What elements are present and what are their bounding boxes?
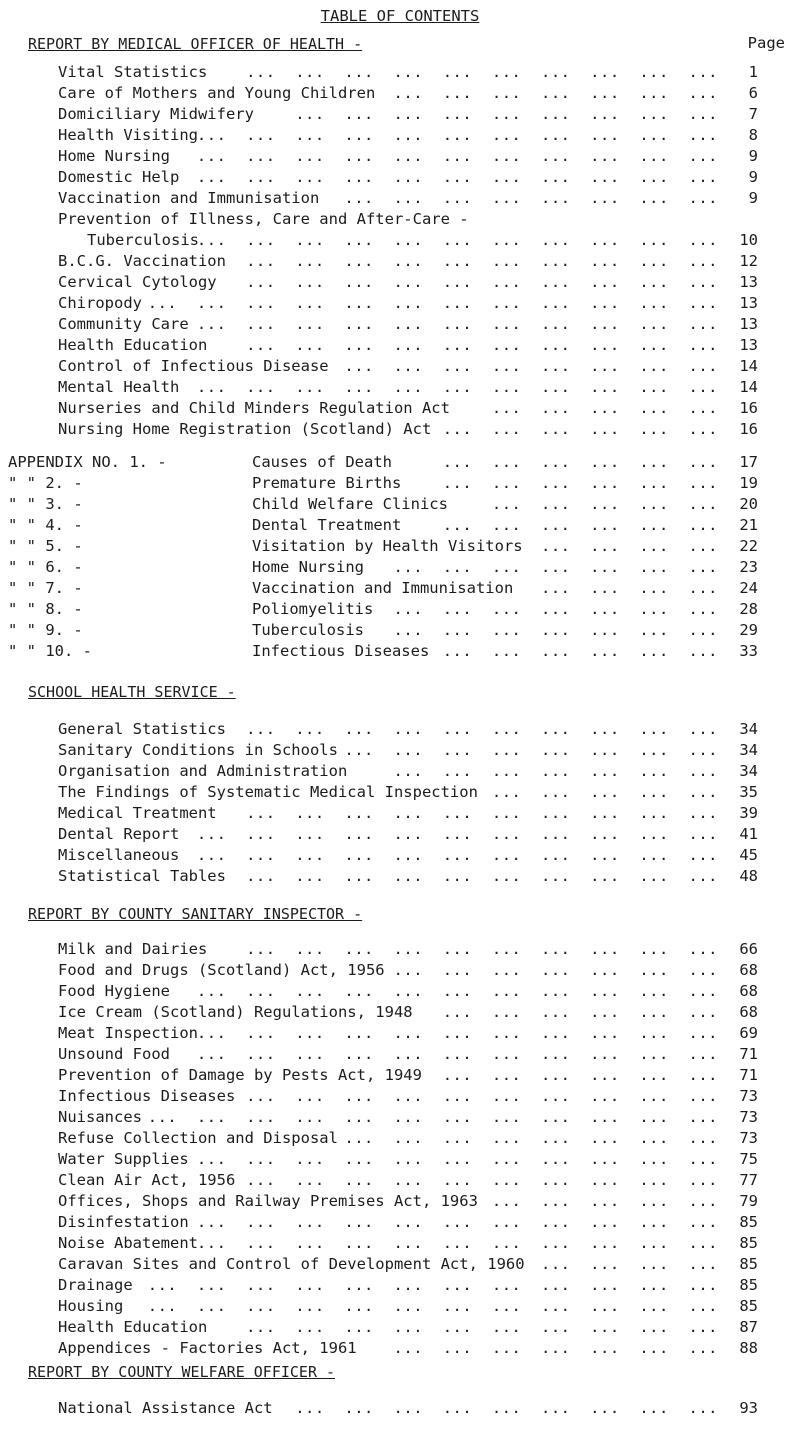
toc-entry-label: Domiciliary Midwifery — [58, 105, 254, 123]
leader-dots: ... ... ... ... ... ... ... ... ... ... ... — [196, 1150, 718, 1168]
toc-entry-label: Community Care — [58, 315, 189, 333]
leader-dots: ... ... ... ... ... ... ... ... ... ... ... ... — [147, 294, 718, 312]
toc-page-number: 17 — [739, 453, 758, 471]
toc-entry-label: Milk and Dairies — [58, 940, 208, 958]
toc-entry — [0, 578, 800, 599]
toc-entry — [0, 125, 800, 146]
section-heading-welfare: REPORT BY COUNTY WELFARE OFFICER - — [28, 1363, 336, 1381]
leader-dots: ... ... ... ... ... ... ... ... ... ... — [246, 63, 718, 81]
toc-page-number: 29 — [739, 621, 758, 639]
toc-page-number: 13 — [739, 294, 758, 312]
leader-dots: ... ... ... ... ... ... ... ... ... ... ... — [196, 1213, 718, 1231]
toc-entry-label: Nuisances — [58, 1108, 142, 1126]
welfare-list — [0, 1398, 800, 1419]
toc-entry-label: Health Education — [58, 336, 208, 354]
toc-entry — [0, 641, 800, 662]
leader-dots: ... ... ... ... ... ... ... ... ... ... ... ... — [147, 1276, 718, 1294]
toc-entry — [0, 557, 800, 578]
toc-page-number: 35 — [739, 783, 758, 801]
toc-page-number: 12 — [739, 252, 758, 270]
toc-entry-label: Infectious Diseases — [58, 1087, 236, 1105]
page-column-label: Page — [747, 34, 785, 52]
toc-page-number: 33 — [739, 642, 758, 660]
toc-entry-label: Control of Infectious Disease — [58, 357, 329, 375]
appendix-number: " " 6. - — [8, 558, 83, 576]
toc-entry — [0, 230, 800, 251]
leader-dots: ... ... ... ... ... ... ... ... ... ... ... — [196, 1045, 718, 1063]
toc-page-number: 73 — [739, 1087, 758, 1105]
toc-entry — [0, 167, 800, 188]
toc-entry-label: Unsound Food — [58, 1045, 170, 1063]
toc-entry-label: Vital Statistics — [58, 63, 208, 81]
toc-entry — [0, 251, 800, 272]
leader-dots: ... ... ... ... ... ... ... — [393, 762, 718, 780]
section-heading-sanitary: REPORT BY COUNTY SANITARY INSPECTOR - — [28, 905, 363, 923]
leader-dots: ... ... ... ... ... ... ... ... ... ... — [246, 940, 718, 958]
toc-page-number: 71 — [739, 1045, 758, 1063]
appendix-list — [0, 452, 800, 662]
toc-entry — [0, 1212, 800, 1233]
leader-dots: ... ... ... ... ... ... — [442, 642, 718, 660]
appendix-number: APPENDIX NO. 1. - — [8, 453, 167, 471]
toc-entry-label: Medical Treatment — [58, 804, 217, 822]
leader-dots: ... ... ... ... — [541, 537, 718, 555]
leader-dots: ... ... ... ... ... ... ... ... ... ... ... — [196, 846, 718, 864]
toc-page-number: 66 — [739, 940, 758, 958]
toc-entry — [0, 1233, 800, 1254]
toc-entry-label: Miscellaneous — [58, 846, 180, 864]
leader-dots: ... ... ... ... ... ... ... ... ... ... ... — [196, 378, 718, 396]
leader-dots: ... ... ... ... ... ... ... — [393, 558, 718, 576]
toc-page-number: 13 — [739, 315, 758, 333]
toc-entry — [0, 1398, 800, 1419]
appendix-number: " " 4. - — [8, 516, 83, 534]
toc-page-number: 9 — [748, 147, 758, 165]
leader-dots: ... ... ... ... — [541, 1255, 718, 1273]
toc-entry — [0, 939, 800, 960]
toc-page-number: 24 — [739, 579, 758, 597]
appendix-number: " " 9. - — [8, 621, 83, 639]
toc-entry-label: Causes of Death — [252, 453, 392, 471]
toc-entry-label: Home Nursing — [252, 558, 364, 576]
toc-entry — [0, 782, 800, 803]
toc-entry — [0, 356, 800, 377]
appendix-number: " " 5. - — [8, 537, 83, 555]
leader-dots: ... ... ... ... ... ... ... ... ... ... ... — [196, 231, 718, 249]
toc-entry-label: Chiropody — [58, 294, 142, 312]
toc-entry — [0, 803, 800, 824]
toc-page-number: 34 — [739, 720, 758, 738]
toc-entry-label: Cervical Cytology — [58, 273, 217, 291]
toc-page-number: 34 — [739, 762, 758, 780]
toc-entry-label: Statistical Tables — [58, 867, 226, 885]
toc-entry-label: Visitation by Health Visitors — [252, 537, 523, 555]
toc-page-number: 6 — [748, 84, 758, 102]
toc-entry-label: Home Nursing — [58, 147, 170, 165]
toc-entry-label: Dental Report — [58, 825, 180, 843]
toc-entry — [0, 719, 800, 740]
toc-page-number: 10 — [739, 231, 758, 249]
toc-page-number: 13 — [739, 336, 758, 354]
leader-dots: ... ... ... ... ... ... ... ... — [344, 357, 718, 375]
toc-entry — [0, 398, 800, 419]
toc-page-number: 13 — [739, 273, 758, 291]
toc-entry-label: Infectious Diseases — [252, 642, 430, 660]
toc-entry-label: Mental Health — [58, 378, 180, 396]
toc-page-number: 22 — [739, 537, 758, 555]
toc-entry-label: Child Welfare Clinics — [252, 495, 448, 513]
toc-entry-label: Refuse Collection and Disposal — [58, 1129, 338, 1147]
sanitary-list — [0, 939, 800, 1359]
leader-dots: ... ... ... ... ... ... ... ... ... — [295, 105, 718, 123]
leader-dots: ... ... ... ... ... ... — [442, 474, 718, 492]
toc-entry — [0, 960, 800, 981]
toc-page-number: 71 — [739, 1066, 758, 1084]
toc-entry — [0, 452, 800, 473]
toc-page-number: 28 — [739, 600, 758, 618]
toc-entry-label: Food and Drugs (Scotland) Act, 1956 — [58, 961, 385, 979]
leader-dots: ... ... ... ... ... ... ... — [393, 1339, 718, 1357]
toc-page-number: 39 — [739, 804, 758, 822]
toc-entry — [0, 1023, 800, 1044]
toc-page-number: 41 — [739, 825, 758, 843]
toc-entry-label: The Findings of Systematic Medical Inspection — [58, 783, 478, 801]
toc-entry-label: Caravan Sites and Control of Development Act, 1960 — [58, 1255, 525, 1273]
toc-entry — [0, 146, 800, 167]
toc-entry-label: Food Hygiene — [58, 982, 170, 1000]
toc-entry-label: Premature Births — [252, 474, 402, 492]
toc-page-number: 23 — [739, 558, 758, 576]
toc-page-number: 68 — [739, 982, 758, 1000]
appendix-number: " " 3. - — [8, 495, 83, 513]
toc-entry — [0, 293, 800, 314]
section-heading-school: SCHOOL HEALTH SERVICE - — [28, 683, 236, 701]
toc-page-number: 85 — [739, 1255, 758, 1273]
toc-entry-label: Dental Treatment — [252, 516, 402, 534]
leader-dots: ... ... ... ... ... ... — [442, 453, 718, 471]
toc-entry-label: Noise Abatement — [58, 1234, 198, 1252]
leader-dots: ... ... ... ... ... — [491, 495, 718, 513]
toc-entry — [0, 1191, 800, 1212]
leader-dots: ... ... ... ... ... ... ... ... ... ... ... — [196, 1234, 718, 1252]
toc-entry-label: Appendices - Factories Act, 1961 — [58, 1339, 357, 1357]
toc-entry-label: B.C.G. Vaccination — [58, 252, 226, 270]
toc-entry — [0, 335, 800, 356]
toc-entry-label: Clean Air Act, 1956 — [58, 1171, 236, 1189]
leader-dots: ... ... ... ... ... ... ... ... ... ... ... — [196, 147, 718, 165]
toc-entry-label: Sanitary Conditions in Schools — [58, 741, 338, 759]
toc-page-number: 73 — [739, 1108, 758, 1126]
toc-entry — [0, 1044, 800, 1065]
leader-dots: ... ... ... ... — [541, 579, 718, 597]
toc-entry — [0, 845, 800, 866]
toc-page-number: 16 — [739, 420, 758, 438]
toc-page-number: 79 — [739, 1192, 758, 1210]
toc-entry — [0, 62, 800, 83]
leader-dots: ... ... ... ... ... ... ... ... ... ... ... — [196, 825, 718, 843]
toc-entry-label: Offices, Shops and Railway Premises Act, 1963 — [58, 1192, 478, 1210]
toc-entry-label: Poliomyelitis — [252, 600, 374, 618]
toc-page-number: 93 — [739, 1399, 758, 1417]
toc-entry — [0, 419, 800, 440]
leader-dots: ... ... ... ... ... ... ... ... ... ... — [246, 804, 718, 822]
toc-page-number: 7 — [748, 105, 758, 123]
section-heading-medical: REPORT BY MEDICAL OFFICER OF HEALTH - — [28, 35, 363, 53]
school-list — [0, 719, 800, 887]
leader-dots: ... ... ... ... ... ... ... — [393, 84, 718, 102]
toc-entry — [0, 104, 800, 125]
toc-entry-label: Health Education — [58, 1318, 208, 1336]
toc-entry — [0, 981, 800, 1002]
toc-entry — [0, 1107, 800, 1128]
toc-entry — [0, 866, 800, 887]
leader-dots: ... ... ... ... ... ... ... ... ... ... ... — [196, 982, 718, 1000]
appendix-number: " " 8. - — [8, 600, 83, 618]
toc-entry — [0, 1254, 800, 1275]
leader-dots: ... ... ... ... ... ... ... ... ... ... ... ... — [147, 1108, 718, 1126]
leader-dots: ... ... ... ... ... ... ... ... ... ... — [246, 336, 718, 354]
leader-dots: ... ... ... ... ... ... ... ... — [344, 189, 718, 207]
leader-dots: ... ... ... ... ... ... ... ... ... ... — [246, 867, 718, 885]
toc-entry-label: Ice Cream (Scotland) Regulations, 1948 — [58, 1003, 413, 1021]
toc-entry — [0, 473, 800, 494]
page-title: TABLE OF CONTENTS — [320, 7, 480, 25]
leader-dots: ... ... ... ... ... ... ... ... ... ... — [246, 720, 718, 738]
toc-entry — [0, 188, 800, 209]
toc-page-number: 73 — [739, 1129, 758, 1147]
toc-entry-label: Disinfestation — [58, 1213, 189, 1231]
toc-page-number: 85 — [739, 1213, 758, 1231]
leader-dots: ... ... ... ... ... ... ... ... ... ... ... — [196, 126, 718, 144]
toc-entry — [0, 1002, 800, 1023]
leader-dots: ... ... ... ... ... ... ... — [393, 621, 718, 639]
toc-entry — [0, 494, 800, 515]
toc-entry-label: Nurseries and Child Minders Regulation Act — [58, 399, 450, 417]
toc-entry — [0, 209, 800, 230]
toc-entry-label: Care of Mothers and Young Children — [58, 84, 376, 102]
toc-entry-label: Nursing Home Registration (Scotland) Act — [58, 420, 432, 438]
toc-entry — [0, 1128, 800, 1149]
toc-page-number: 21 — [739, 516, 758, 534]
toc-page-number: 16 — [739, 399, 758, 417]
toc-entry — [0, 1065, 800, 1086]
toc-page-number: 69 — [739, 1024, 758, 1042]
appendix-number: " " 10. - — [8, 642, 92, 660]
toc-entry — [0, 1086, 800, 1107]
toc-entry-label: Prevention of Illness, Care and After-Care - — [58, 210, 469, 228]
toc-entry-label: Drainage — [58, 1276, 133, 1294]
appendix-number: " " 2. - — [8, 474, 83, 492]
toc-page-number: 85 — [739, 1276, 758, 1294]
toc-page-number: 85 — [739, 1234, 758, 1252]
toc-entry-label: Domestic Help — [58, 168, 180, 186]
toc-page-number: 85 — [739, 1297, 758, 1315]
leader-dots: ... ... ... ... ... ... ... ... ... ... ... ... — [147, 1297, 718, 1315]
leader-dots: ... ... ... ... ... ... ... ... ... ... — [246, 252, 718, 270]
leader-dots: ... ... ... ... ... ... ... ... ... ... — [246, 1318, 718, 1336]
toc-entry — [0, 314, 800, 335]
toc-entry-label: Organisation and Administration — [58, 762, 348, 780]
toc-entry-label: Vaccination and Immunisation — [58, 189, 320, 207]
toc-page-number: 14 — [739, 357, 758, 375]
toc-entry — [0, 536, 800, 557]
leader-dots: ... ... ... ... ... — [491, 1192, 718, 1210]
toc-entry — [0, 599, 800, 620]
toc-page-number: 45 — [739, 846, 758, 864]
leader-dots: ... ... ... ... ... ... ... ... ... ... ... — [196, 168, 718, 186]
toc-entry — [0, 1296, 800, 1317]
toc-entry — [0, 377, 800, 398]
toc-page-number: 19 — [739, 474, 758, 492]
toc-entry-label: National Assistance Act — [58, 1399, 273, 1417]
toc-entry-label: Tuberculosis — [87, 231, 199, 249]
toc-entry — [0, 1170, 800, 1191]
toc-page-number: 9 — [748, 189, 758, 207]
toc-page-number: 34 — [739, 741, 758, 759]
toc-entry — [0, 824, 800, 845]
leader-dots: ... ... ... ... ... ... — [442, 420, 718, 438]
leader-dots: ... ... ... ... ... ... — [442, 516, 718, 534]
toc-page-number: 88 — [739, 1339, 758, 1357]
toc-page-number: 1 — [748, 63, 758, 81]
appendix-number: " " 7. - — [8, 579, 83, 597]
leader-dots: ... ... ... ... ... ... ... ... ... — [295, 1399, 718, 1417]
leader-dots: ... ... ... ... ... — [491, 783, 718, 801]
toc-page-number: 68 — [739, 961, 758, 979]
leader-dots: ... ... ... ... ... — [491, 399, 718, 417]
leader-dots: ... ... ... ... ... ... ... — [393, 961, 718, 979]
toc-entry-label: General Statistics — [58, 720, 226, 738]
toc-entry-label: Housing — [58, 1297, 124, 1315]
leader-dots: ... ... ... ... ... ... ... ... ... ... — [246, 1087, 718, 1105]
leader-dots: ... ... ... ... ... ... ... ... — [344, 741, 718, 759]
toc-page-number: 75 — [739, 1150, 758, 1168]
toc-page-number: 9 — [748, 168, 758, 186]
leader-dots: ... ... ... ... ... ... ... — [393, 600, 718, 618]
toc-entry — [0, 272, 800, 293]
toc-entry-label: Health Visiting — [58, 126, 198, 144]
leader-dots: ... ... ... ... ... ... ... ... ... ... ... — [196, 315, 718, 333]
toc-entry — [0, 1317, 800, 1338]
toc-entry — [0, 515, 800, 536]
toc-entry-label: Tuberculosis — [252, 621, 364, 639]
toc-page-number: 48 — [739, 867, 758, 885]
toc-entry — [0, 761, 800, 782]
toc-entry-label: Vaccination and Immunisation — [252, 579, 514, 597]
leader-dots: ... ... ... ... ... ... — [442, 1066, 718, 1084]
toc-entry-label: Water Supplies — [58, 1150, 189, 1168]
toc-entry — [0, 1338, 800, 1359]
toc-entry — [0, 620, 800, 641]
toc-entry — [0, 83, 800, 104]
toc-entry — [0, 1149, 800, 1170]
toc-entry-label: Prevention of Damage by Pests Act, 1949 — [58, 1066, 422, 1084]
leader-dots: ... ... ... ... ... ... ... ... — [344, 1129, 718, 1147]
leader-dots: ... ... ... ... ... ... — [442, 1003, 718, 1021]
toc-page-number: 87 — [739, 1318, 758, 1336]
leader-dots: ... ... ... ... ... ... ... ... ... ... — [246, 1171, 718, 1189]
toc-page-number: 14 — [739, 378, 758, 396]
toc-entry — [0, 740, 800, 761]
medical-list — [0, 62, 800, 440]
toc-page-number: 20 — [739, 495, 758, 513]
leader-dots: ... ... ... ... ... ... ... ... ... ... ... — [196, 1024, 718, 1042]
toc-entry-label: Meat Inspection — [58, 1024, 198, 1042]
toc-entry — [0, 1275, 800, 1296]
toc-page-number: 8 — [748, 126, 758, 144]
toc-page-number: 77 — [739, 1171, 758, 1189]
toc-page-number: 68 — [739, 1003, 758, 1021]
leader-dots: ... ... ... ... ... ... ... ... ... ... — [246, 273, 718, 291]
